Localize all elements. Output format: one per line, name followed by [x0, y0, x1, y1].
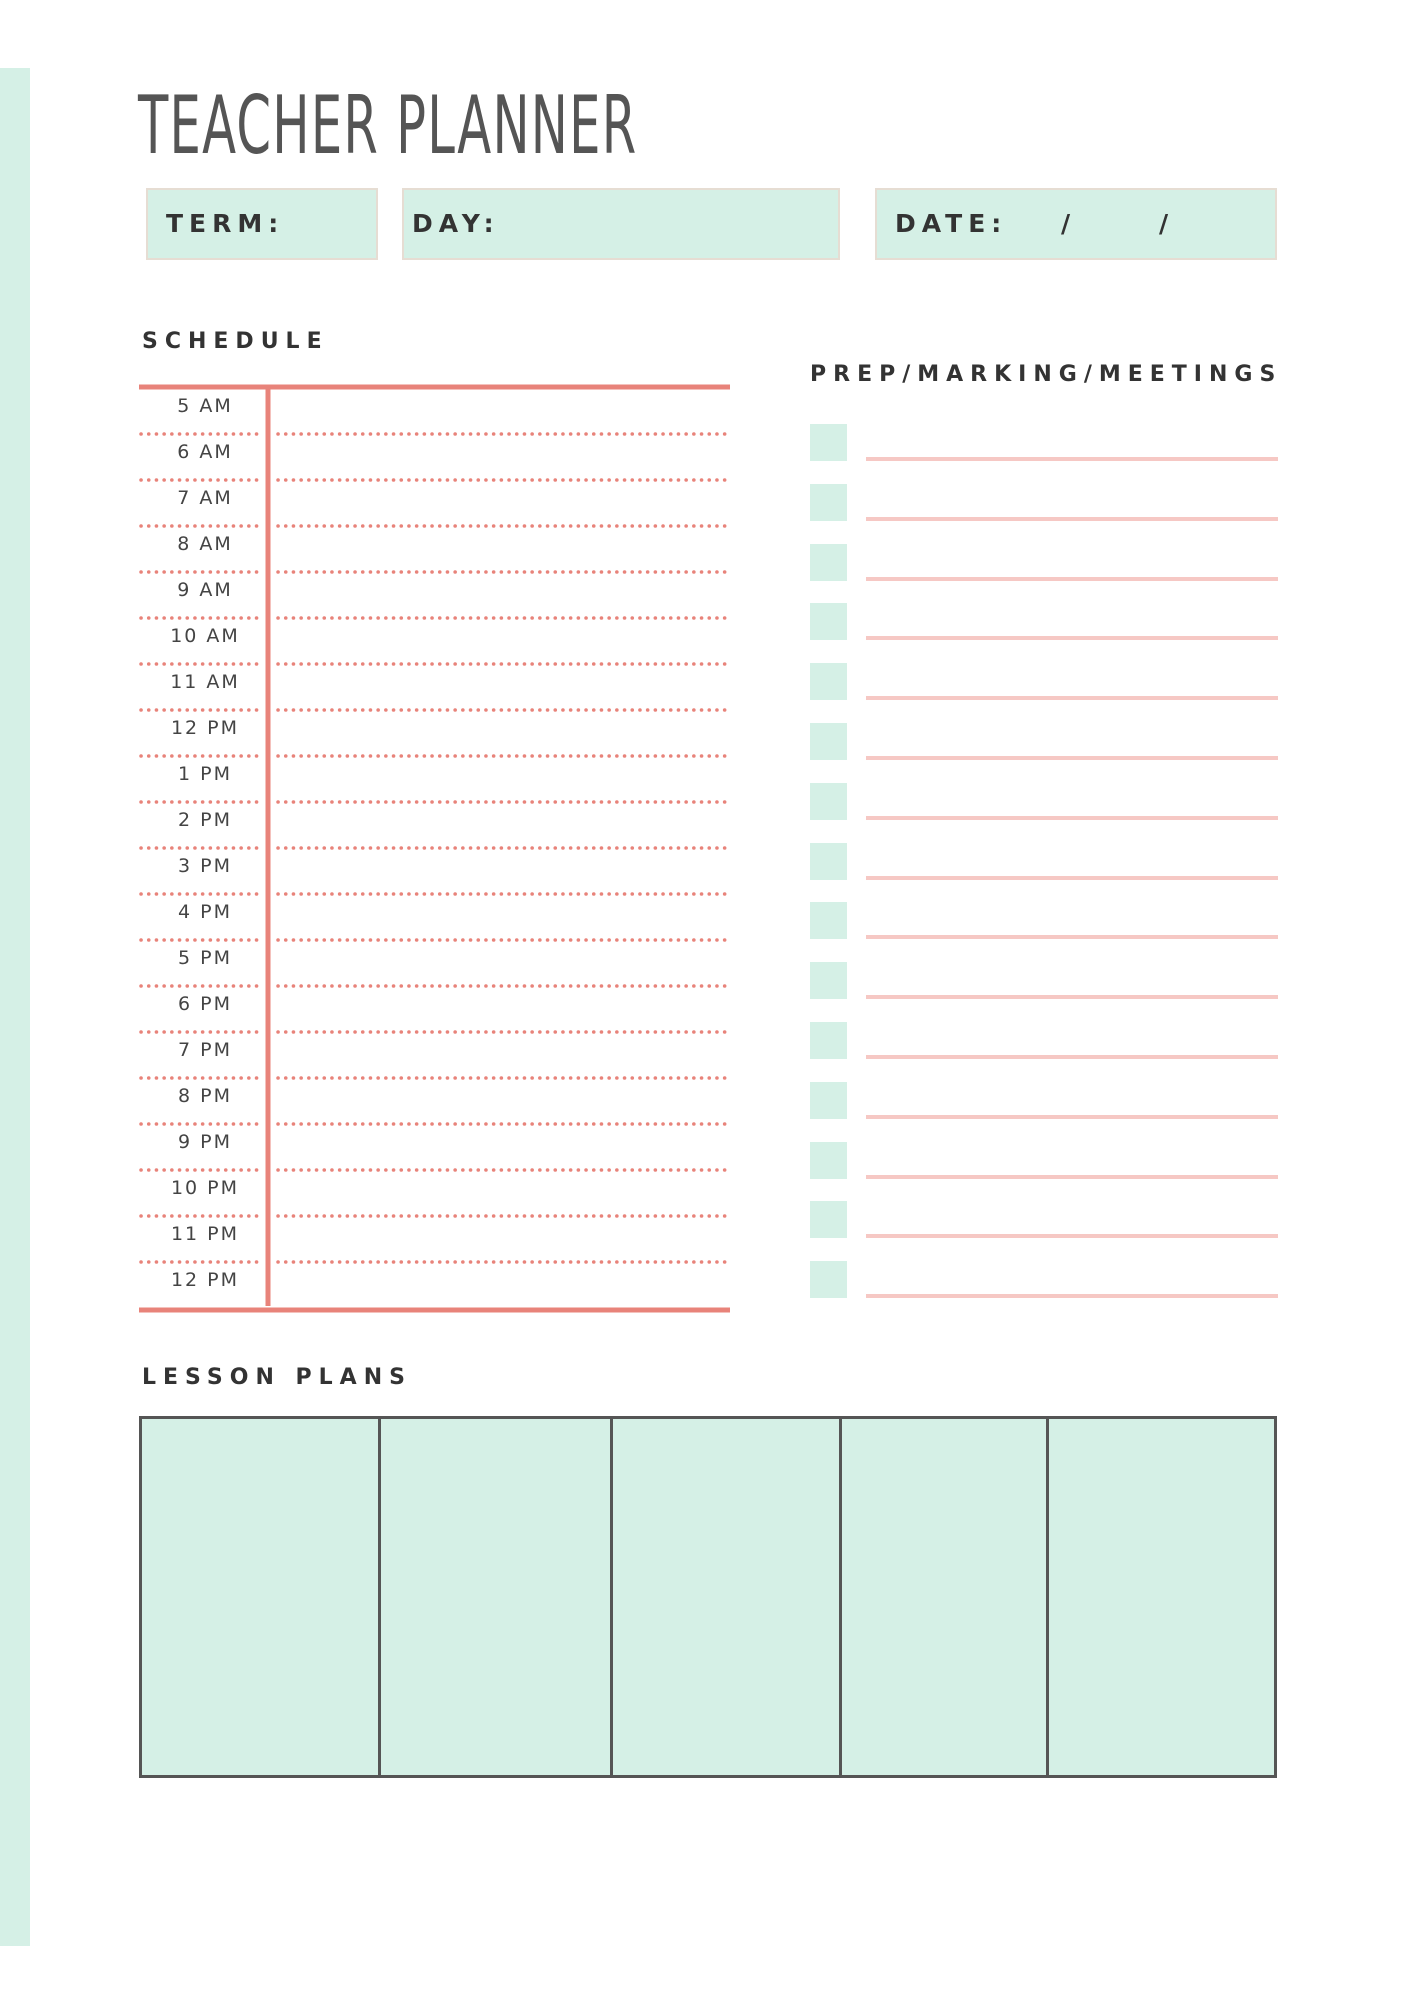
- prep-write-line[interactable]: [866, 876, 1278, 880]
- term-label: TERM:: [166, 209, 285, 238]
- prep-write-line[interactable]: [866, 995, 1278, 999]
- prep-checkbox[interactable]: [810, 663, 847, 700]
- hour-label: 5 AM: [177, 395, 233, 417]
- prep-write-line[interactable]: [866, 636, 1278, 640]
- prep-write-line[interactable]: [866, 1234, 1278, 1238]
- prep-checkbox[interactable]: [810, 1261, 847, 1298]
- prep-checkbox[interactable]: [810, 424, 847, 461]
- hour-label: 6 AM: [177, 441, 233, 463]
- hour-label: 9 AM: [177, 579, 233, 601]
- prep-checkbox[interactable]: [810, 1082, 847, 1119]
- schedule-title: SCHEDULE: [142, 329, 329, 354]
- prep-checkbox[interactable]: [810, 1201, 847, 1238]
- prep-write-line[interactable]: [866, 517, 1278, 521]
- hour-label: 7 AM: [177, 487, 233, 509]
- prep-checkbox[interactable]: [810, 544, 847, 581]
- prep-write-line[interactable]: [866, 1115, 1278, 1119]
- lesson-plan-cell[interactable]: [613, 1419, 842, 1775]
- prep-checkbox[interactable]: [810, 783, 847, 820]
- prep-checkbox[interactable]: [810, 962, 847, 999]
- prep-title: PREP/MARKING/MEETINGS: [810, 362, 1283, 387]
- hour-label: 8 AM: [177, 533, 233, 555]
- prep-write-line[interactable]: [866, 756, 1278, 760]
- hour-label: 12 PM: [170, 1269, 240, 1291]
- lesson-plan-cell[interactable]: [142, 1419, 381, 1775]
- date-separator-2: /: [1159, 209, 1169, 238]
- hour-label: 1 PM: [178, 763, 232, 785]
- prep-write-line[interactable]: [866, 816, 1278, 820]
- hour-label: 4 PM: [178, 901, 232, 923]
- hour-label: 6 PM: [178, 993, 232, 1015]
- hour-label: 12 PM: [170, 717, 240, 739]
- lesson-plan-cell[interactable]: [1049, 1419, 1277, 1775]
- lesson-plans-grid: [139, 1416, 1277, 1778]
- prep-write-line[interactable]: [866, 696, 1278, 700]
- hour-label: 8 PM: [178, 1085, 232, 1107]
- hour-label: 10 AM: [170, 625, 240, 647]
- hour-label: 9 PM: [178, 1131, 232, 1153]
- hour-label: 5 PM: [178, 947, 232, 969]
- prep-checkbox[interactable]: [810, 843, 847, 880]
- prep-write-line[interactable]: [866, 577, 1278, 581]
- day-label: DAY:: [412, 209, 500, 238]
- date-label: DATE:: [895, 209, 1008, 238]
- prep-write-line[interactable]: [866, 935, 1278, 939]
- prep-write-line[interactable]: [866, 457, 1278, 461]
- prep-checkbox[interactable]: [810, 603, 847, 640]
- prep-checkbox[interactable]: [810, 1022, 847, 1059]
- lesson-plan-cell[interactable]: [842, 1419, 1049, 1775]
- lesson-plans-title: LESSON PLANS: [142, 1365, 412, 1390]
- page-title: TEACHER PLANNER: [138, 79, 638, 172]
- date-separator-1: /: [1061, 209, 1071, 238]
- prep-checkbox[interactable]: [810, 484, 847, 521]
- prep-write-line[interactable]: [866, 1294, 1278, 1298]
- prep-write-line[interactable]: [866, 1055, 1278, 1059]
- prep-checkbox[interactable]: [810, 902, 847, 939]
- prep-write-line[interactable]: [866, 1175, 1278, 1179]
- hour-label: 11 PM: [170, 1223, 240, 1245]
- lesson-plan-cell[interactable]: [381, 1419, 613, 1775]
- hour-label: 10 PM: [170, 1177, 240, 1199]
- hour-label: 11 AM: [170, 671, 240, 693]
- hour-label: 3 PM: [178, 855, 232, 877]
- prep-checkbox[interactable]: [810, 1142, 847, 1179]
- prep-checkbox[interactable]: [810, 723, 847, 760]
- hour-label: 2 PM: [178, 809, 232, 831]
- hour-label: 7 PM: [178, 1039, 232, 1061]
